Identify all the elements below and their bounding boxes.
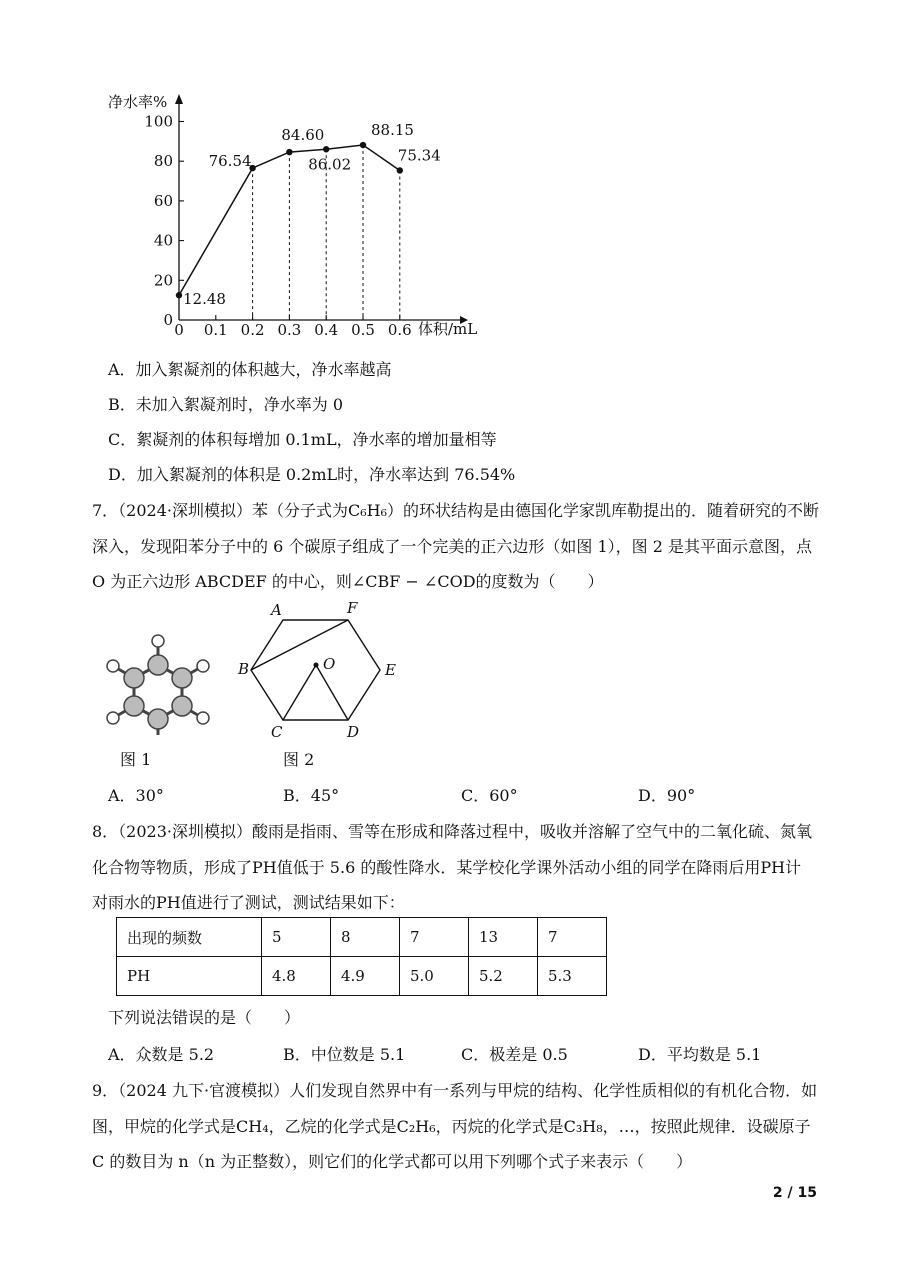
q8-line-3: 对雨水的PH值进行了测试，测试结果如下：: [92, 893, 405, 912]
q6-option-a: A．加入絮凝剂的体积越大，净水率越高: [108, 360, 392, 379]
q8-option-c: C．极差是 0.5: [461, 1045, 568, 1064]
hexagon-figure: [235, 595, 405, 745]
vertex-c-label: C: [271, 723, 283, 741]
vertex-d-label: D: [347, 723, 360, 741]
q9-line-3: C 的数目为 n（n 为正整数），则它们的化学式都可以用下列哪个式子来表示（ ）: [92, 1152, 693, 1171]
y-tick-label: 80: [153, 152, 173, 171]
x-tick-label: 0.6: [387, 321, 412, 339]
y-axis-arrow: [175, 94, 183, 104]
q8-option-b: B．中位数是 5.1: [283, 1045, 406, 1064]
benzene-molecule-figure: [100, 625, 230, 735]
vertex-e-label: E: [385, 661, 396, 679]
q8-option-d: D．平均数是 5.1: [638, 1045, 762, 1064]
y-axis-label: 净水率%: [108, 93, 168, 111]
y-tick-label: 100: [144, 112, 173, 131]
x-tick-label: 0.1: [203, 321, 228, 339]
q6-option-d: D．加入絮凝剂的体积是 0.2mL时，净水率达到 76.54%: [108, 465, 516, 484]
q8-line-1: 8．（2023·深圳模拟）酸雨是指雨、雪等在形成和降落过程中，吸收并溶解了空气中的二氧化硫、氮氧: [92, 822, 812, 841]
q7-option-c: C．60°: [461, 786, 518, 805]
y-tick-label: 20: [153, 271, 173, 290]
q7-line-2: 深入，发现阳苯分子中的 6 个碳原子组成了一个完美的正六边形（如图 1），图 2 是其平面示意图，点: [92, 537, 812, 556]
y-tick-label: 40: [153, 231, 173, 250]
table-cell: 出现的频数: [117, 918, 262, 957]
x-tick-label: 0.2: [240, 321, 265, 339]
q8-option-a: A．众数是 5.2: [108, 1045, 215, 1064]
y-tick-label: 60: [153, 191, 173, 210]
figure-2-caption: 图 2: [283, 750, 315, 769]
q7-option-a: A．30°: [108, 786, 164, 805]
table-cell: 4.8: [262, 957, 331, 996]
data-label: 75.34: [397, 146, 441, 165]
q7-option-d: D．90°: [638, 786, 696, 805]
x-tick-label: 0: [174, 321, 184, 339]
center-o-label: O: [323, 655, 336, 673]
table-cell: PH: [117, 957, 262, 996]
x-tick-label: 0.4: [314, 321, 339, 339]
q9-line-1: 9．（2024 九下·官渡模拟）人们发现自然界中有一系列与甲烷的结构、化学性质相似的有机化合物．如: [92, 1081, 818, 1100]
vertex-f-label: F: [347, 599, 358, 617]
table-row: [117, 957, 607, 996]
table-cell: 7: [538, 918, 607, 957]
vertex-a-label: A: [271, 601, 282, 619]
vertex-b-label: B: [238, 660, 250, 678]
data-point: [397, 167, 403, 173]
data-point: [360, 142, 366, 148]
water-purification-chart: [0, 0, 905, 345]
q6-option-b: B．未加入絮凝剂时，净水率为 0: [108, 395, 344, 414]
page-number: 2 / 15: [772, 1185, 817, 1201]
table-cell: 5: [262, 918, 331, 957]
data-point: [176, 292, 182, 298]
data-label: 88.15: [371, 121, 414, 140]
table-cell: 13: [469, 918, 538, 957]
x-axis-label: 体积/mL: [418, 320, 478, 338]
table-cell: 4.9: [331, 957, 400, 996]
data-label: 12.48: [183, 290, 226, 309]
q8-line-2: 化合物等物质，形成了PH值低于 5.6 的酸性降水．某学校化学课外活动小组的同学在降雨后用PH计: [92, 858, 802, 877]
data-label: 86.02: [308, 155, 352, 174]
data-point: [323, 146, 329, 152]
table-row: [117, 918, 607, 957]
figure-1-caption: 图 1: [120, 750, 152, 769]
x-tick-label: 0.3: [277, 321, 302, 339]
y-tick-label: 0: [163, 311, 173, 329]
data-label: 84.60: [281, 126, 325, 145]
table-cell: 5.0: [400, 957, 469, 996]
q7-option-b: B．45°: [283, 786, 340, 805]
data-point: [286, 149, 292, 155]
ph-frequency-table: [116, 917, 607, 996]
data-label: 76.54: [208, 152, 252, 171]
table-cell: 8: [331, 918, 400, 957]
x-tick-label: 0.5: [351, 321, 375, 339]
q9-line-2: 图，甲烷的化学式是CH₄，乙烷的化学式是C₂H₆，丙烷的化学式是C₃H₈，…，按照此规律．设碳原子: [92, 1117, 811, 1136]
q6-option-c: C．絮凝剂的体积每增加 0.1mL，净水率的增加量相等: [108, 430, 497, 449]
table-cell: 7: [400, 918, 469, 957]
q7-line-1: 7．（2024·深圳模拟）苯（分子式为C₆H₆）的环状结构是由德国化学家凯库勒提出的．随着研究的不断: [92, 501, 820, 520]
table-cell: 5.3: [538, 957, 607, 996]
table-cell: 5.2: [469, 957, 538, 996]
q8-question: 下列说法错误的是（ ）: [108, 1008, 301, 1027]
q7-line-3: O 为正六边形 ABCDEF 的中心，则∠CBF − ∠COD的度数为（ ）: [92, 572, 604, 591]
